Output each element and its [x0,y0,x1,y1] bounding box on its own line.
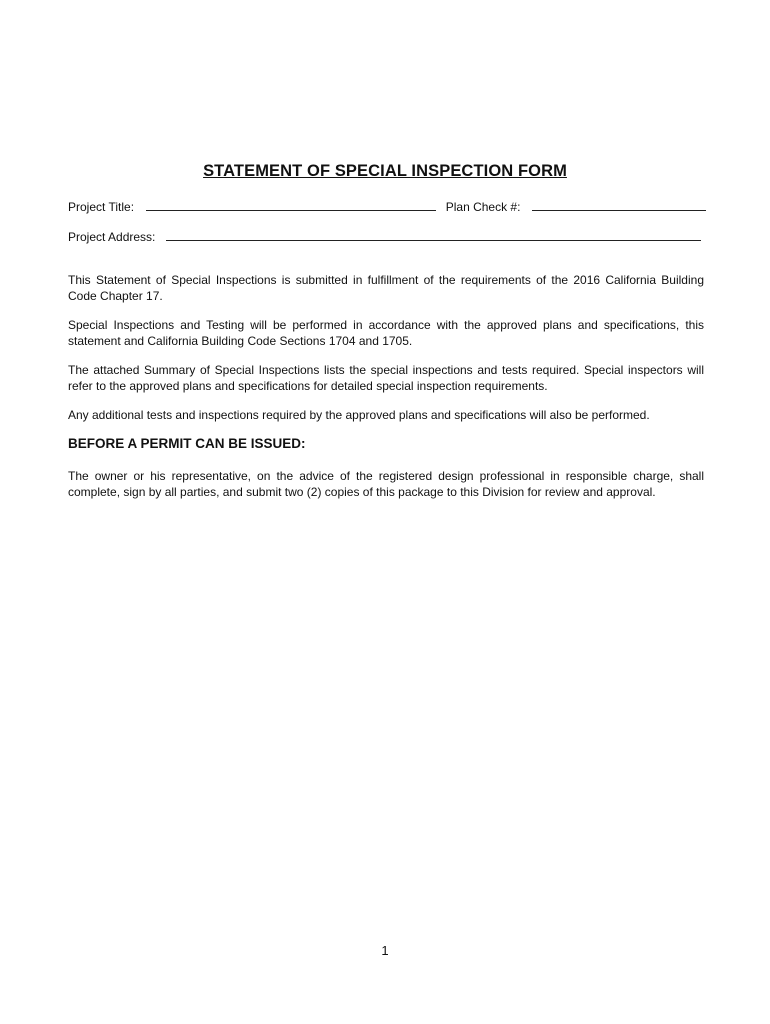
paragraph-owner-instructions: The owner or his representative, on the advice of the registered design professional in responsible charge, shall complete, sign by all parties, and submit two (2) copies of this package to this Division for review and approval. [68,469,704,499]
document-title: STATEMENT OF SPECIAL INSPECTION FORM [203,162,567,180]
project-address-label: Project Address: [68,230,156,244]
project-title-label: Project Title: [68,200,135,214]
paragraph-summary: The attached Summary of Special Inspections lists the special inspections and tests required. Special inspectors will refer to the approved plans and specifications for detailed special inspection requirements. [68,363,704,393]
page-number: 1 [381,943,389,958]
section-heading: BEFORE A PERMIT CAN BE ISSUED: [68,436,306,451]
project-address-field[interactable] [166,230,701,241]
plan-check-field[interactable] [532,200,706,211]
paragraph-submission: This Statement of Special Inspections is submitted in fulfillment of the requirements of the 2016 California Building Code Chapter 17. [68,273,704,303]
project-title-row [68,200,706,214]
paragraph-additional: Any additional tests and inspections required by the approved plans and specifications will also be performed. [68,408,650,422]
project-title-field[interactable] [146,200,436,211]
paragraph-testing: Special Inspections and Testing will be performed in accordance with the approved plans and specifications, this statement and California Building Code Sections 1704 and 1705. [68,318,704,348]
project-address-row [68,230,701,244]
plan-check-label: Plan Check #: [445,200,521,214]
